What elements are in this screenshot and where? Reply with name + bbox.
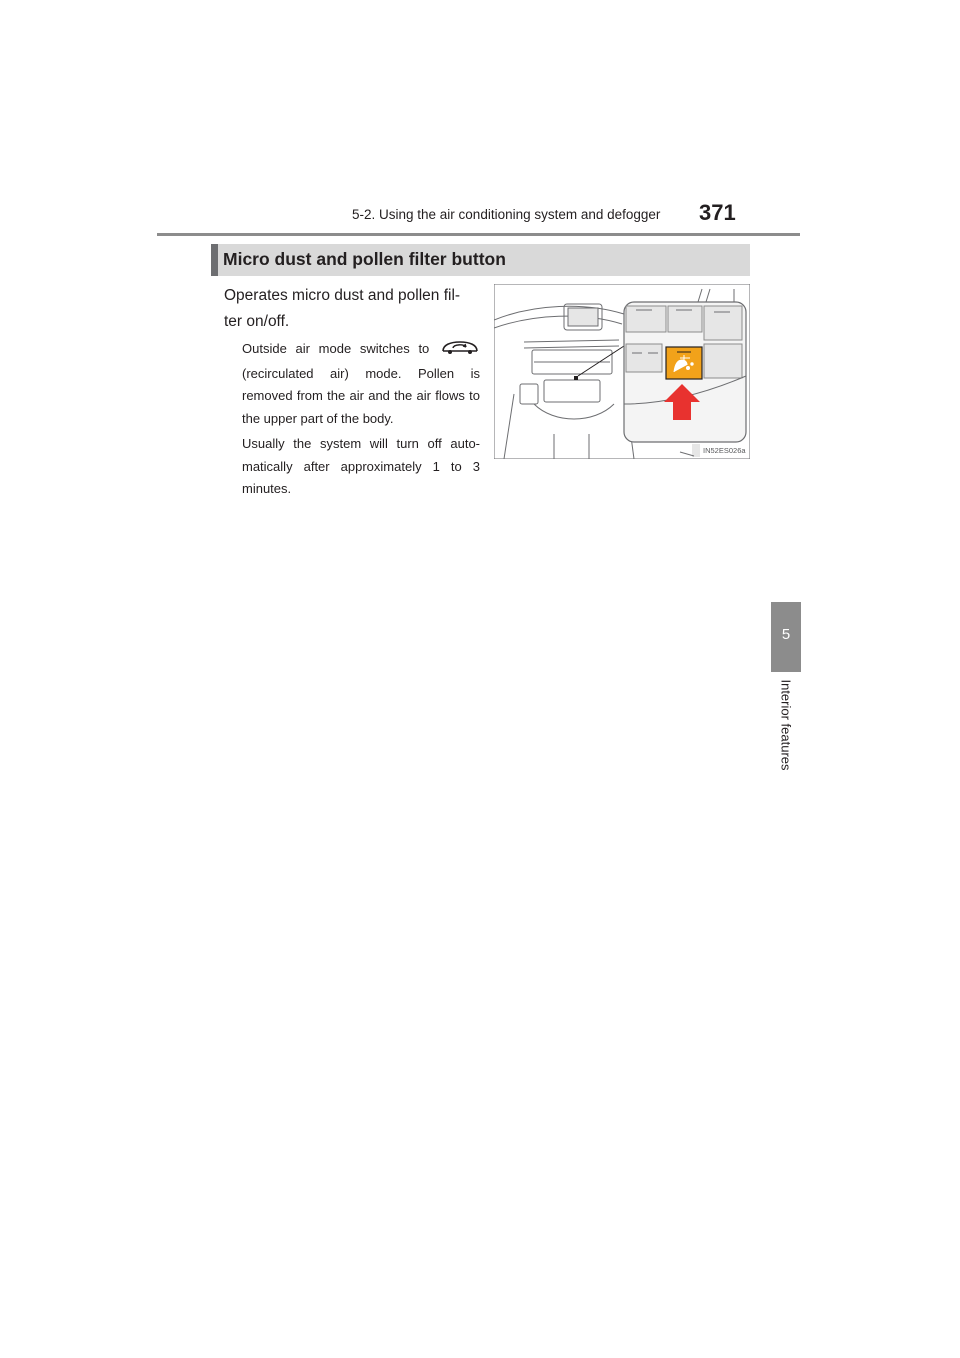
note-text-before-icon: Outside air mode switches to bbox=[242, 341, 430, 357]
page-number: 371 bbox=[699, 200, 736, 225]
chapter-tab bbox=[771, 602, 801, 672]
section-body-text: Operates micro dust and pollen fil-ter on/off. bbox=[224, 287, 461, 330]
chapter-label: Interior features bbox=[778, 679, 794, 771]
note-auto-off: Usually the system will turn off auto-matically after approximately 1 to 3 minutes. bbox=[242, 436, 480, 496]
figure-code: IN52ES026a bbox=[703, 446, 746, 455]
dashboard-figure bbox=[494, 284, 750, 459]
header-rule bbox=[157, 233, 800, 236]
recirculated-air-icon bbox=[440, 337, 480, 363]
section-heading: Micro dust and pollen filter button bbox=[223, 249, 506, 269]
chapter-number: 5 bbox=[781, 626, 791, 643]
note-text-after-icon: (recirculated air) mode. Pollen is removed from the air and the air flows to the upper part of the body. bbox=[242, 365, 480, 426]
section-heading-accent bbox=[211, 244, 218, 276]
note-recirculated-air bbox=[242, 337, 480, 430]
running-header-title: 5-2. Using the air conditioning system and defogger bbox=[352, 207, 661, 222]
section-heading-bar bbox=[211, 244, 750, 276]
